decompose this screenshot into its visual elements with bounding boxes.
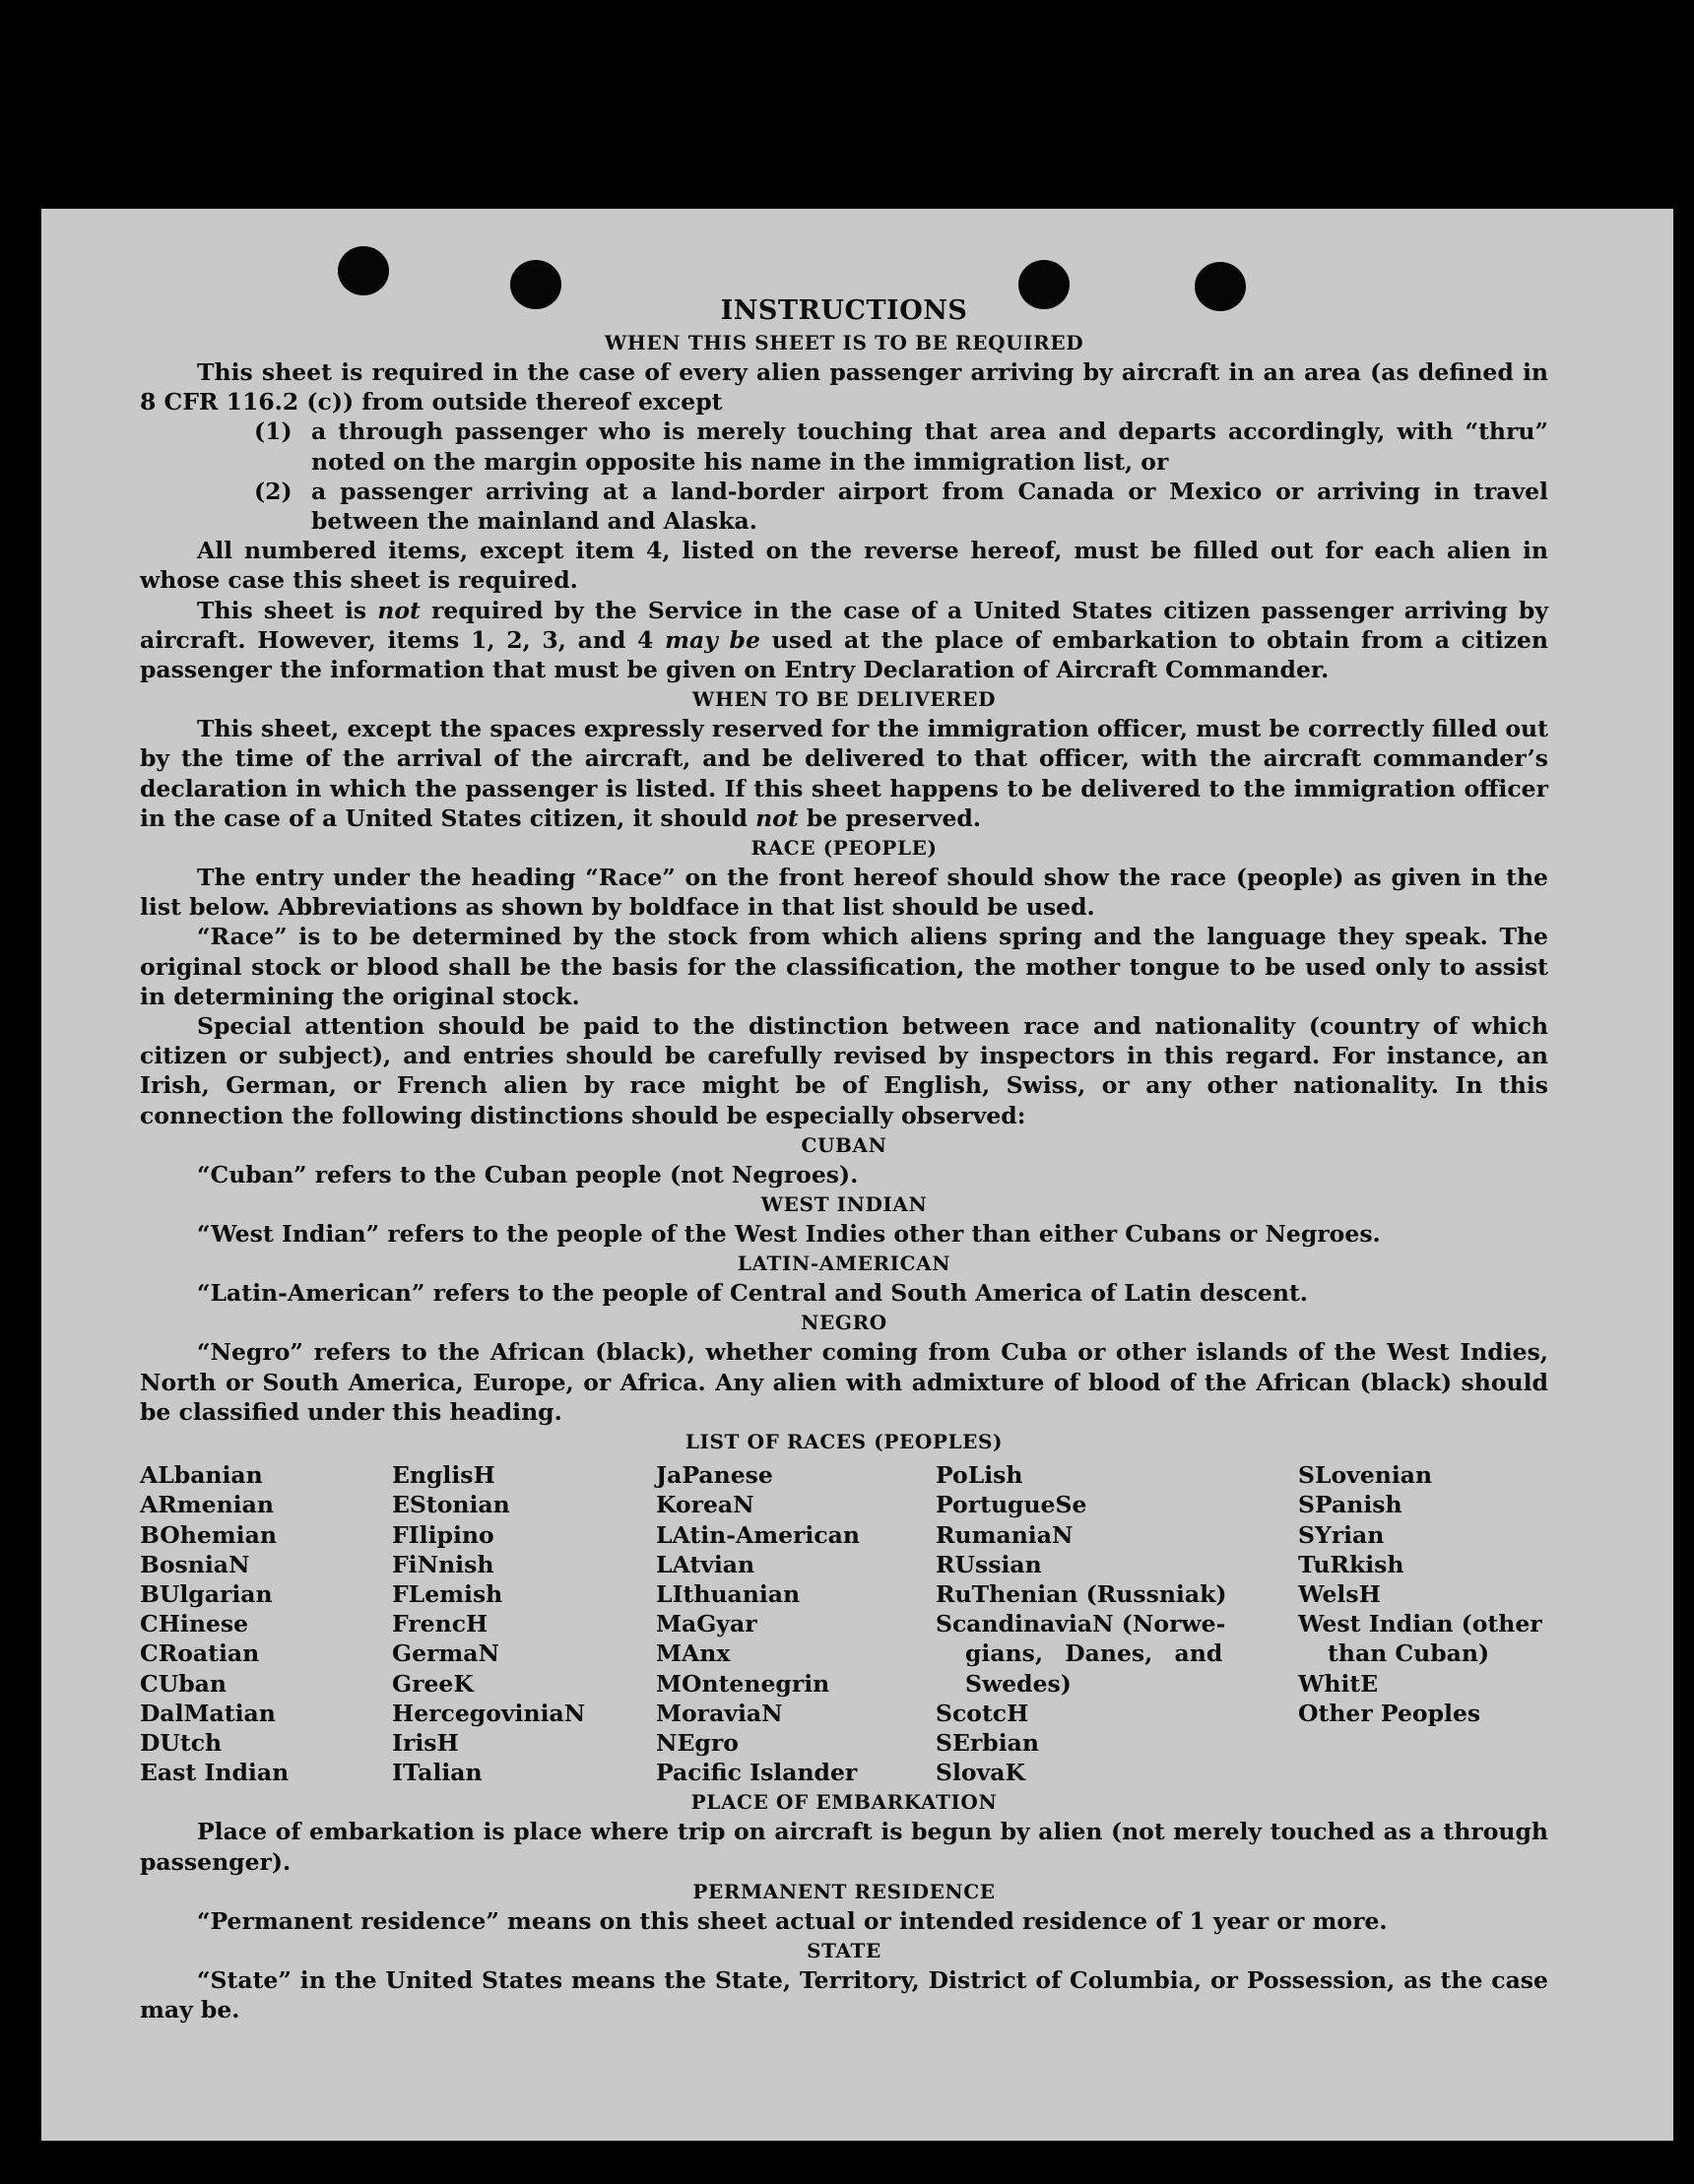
race-item: FrencH: [392, 1610, 489, 1638]
paragraph: Place of embarkation is place where trip on aircraft is begun by alien (not merely touched as a through passenger).: [140, 1818, 1548, 1876]
document-page: [41, 209, 1673, 2141]
race-item: ITalian: [392, 1759, 483, 1787]
race-item: FLemish: [392, 1579, 503, 1608]
race-item: CRoatian: [140, 1639, 260, 1668]
race-item: ScandinaviaN (Norwe-: [936, 1610, 1226, 1638]
race-item: FIlipino: [392, 1520, 494, 1549]
page-title: INSTRUCTIONS: [720, 295, 968, 326]
paragraph: “Negro” refers to the African (black), whether coming from Cuba or other islands of the West Indies, North or South America, Europe, or Africa. Any alien with admixture of blood of the African (black) should be classified under this heading.: [140, 1338, 1548, 1426]
race-item: RumaniaN: [936, 1520, 1074, 1549]
race-item: DalMatian: [140, 1699, 276, 1727]
races-column-3: [656, 1460, 936, 1787]
race-item: BOhemian: [140, 1520, 277, 1549]
race-item: RUssian: [936, 1550, 1042, 1578]
races-column-5: [1298, 1460, 1548, 1787]
paragraph: This sheet is required in the case of every alien passenger arriving by aircraft in an area (as defined in 8 CFR 116.2 (c)) from outside thereof except: [140, 358, 1548, 417]
instructions-content: [140, 294, 1548, 2024]
race-item: GreeK: [392, 1669, 474, 1698]
race-item: WhitE: [1298, 1669, 1379, 1698]
race-item: PoLish: [936, 1461, 1023, 1490]
list-item-text: a passenger arriving at a land-border airport from Canada or Mexico or arriving in travel between the mainland and Alaska.: [311, 477, 1548, 536]
punch-hole: [338, 246, 389, 295]
race-item: RuThenian (Russniak): [936, 1579, 1227, 1608]
race-item: CHinese: [140, 1610, 249, 1638]
race-item: SlovaK: [936, 1759, 1025, 1787]
section-heading-state: STATE: [807, 1938, 881, 1962]
race-item: WelsH: [1298, 1579, 1381, 1608]
race-item: ALbanian: [140, 1461, 263, 1490]
list-item: [254, 477, 1548, 536]
section-heading-embarkation: PLACE OF EMBARKATION: [690, 1790, 998, 1815]
race-item: LAtvian: [656, 1550, 755, 1578]
race-item: GermaN: [392, 1639, 499, 1668]
races-column-2: [392, 1460, 656, 1787]
section-heading-list-of-races: LIST OF RACES (PEOPLES): [684, 1430, 1004, 1454]
paragraph: All numbered items, except item 4, listed on the reverse hereof, must be filled out for each alien in whose case this sheet is required.: [140, 537, 1548, 595]
races-column-4: [936, 1460, 1298, 1787]
race-item: JaPanese: [656, 1461, 773, 1490]
race-item-continued: than Cuban): [1328, 1639, 1490, 1668]
race-item: Pacific Islander: [656, 1759, 858, 1787]
race-item: TuRkish: [1298, 1550, 1404, 1578]
race-item: East Indian: [140, 1759, 290, 1787]
race-item: Other Peoples: [1298, 1699, 1481, 1727]
section-heading-race: RACE (PEOPLE): [750, 836, 938, 861]
race-item-continued: Swedes): [965, 1669, 1072, 1698]
paragraph: The entry under the heading “Race” on the front hereof should show the race (people) as given in the list below. Abbreviations as shown by boldface in that list should be used.: [140, 864, 1548, 922]
race-item: SYrian: [1298, 1520, 1385, 1549]
section-heading-negro: NEGRO: [801, 1311, 887, 1335]
section-heading-latin-american: LATIN-AMERICAN: [737, 1252, 951, 1276]
race-item: SLovenian: [1298, 1461, 1433, 1490]
paragraph: “Latin-American” refers to the people of Central and South America of Latin descent.: [197, 1279, 1308, 1308]
race-item: West Indian (other: [1298, 1610, 1542, 1638]
race-item-continued: gians, Danes, and: [965, 1639, 1223, 1668]
paragraph: “Permanent residence” means on this sheet actual or intended residence of 1 year or more.: [197, 1906, 1388, 1935]
race-item: HercegoviniaN: [392, 1699, 586, 1727]
race-item: EnglisH: [392, 1461, 495, 1490]
race-item: LIthuanian: [656, 1579, 801, 1608]
section-heading-when-delivered: WHEN TO BE DELIVERED: [691, 687, 997, 712]
race-item: FiNnish: [392, 1550, 494, 1578]
section-heading-west-indian: WEST INDIAN: [760, 1192, 928, 1217]
section-heading-cuban: CUBAN: [801, 1132, 887, 1157]
race-item: KoreaN: [656, 1491, 754, 1519]
paragraph: This sheet is not required by the Service in the case of a United States citizen passenger arriving by aircraft. However, items 1, 2, 3, and 4 may be used at the place of embarkation to obtain from a citizen passenger the information that must be given on Entry Declaration of Aircraft Commander.: [140, 596, 1548, 684]
list-item: [254, 417, 1548, 476]
race-item: IrisH: [392, 1728, 459, 1757]
paragraph: Special attention should be paid to the distinction between race and nationality (country of which citizen or subject), and entries should be carefully revised by inspectors in this regard. For instance, an Irish, German, or French alien by race might be of English, Swiss, or any other nationality. In this connection the following distinctions should be especially observed:: [140, 1012, 1548, 1129]
race-item: MOntenegrin: [656, 1669, 830, 1698]
race-item: PortugueSe: [936, 1491, 1087, 1519]
race-item: DUtch: [140, 1728, 223, 1757]
section-heading-permanent-residence: PERMANENT RESIDENCE: [692, 1879, 996, 1903]
race-item: ARmenian: [140, 1491, 274, 1519]
race-item: BosniaN: [140, 1550, 250, 1578]
race-item: MoraviaN: [656, 1699, 783, 1727]
list-item-text: a through passenger who is merely touching that area and departs accordingly, with “thru” noted on the margin opposite his name in the immigration list, or: [311, 418, 1548, 476]
list-item-number: (2): [254, 477, 293, 505]
race-item: EStonian: [392, 1491, 510, 1519]
races-list: [140, 1460, 1548, 1787]
race-item: MAnx: [656, 1639, 731, 1668]
race-item: BUlgarian: [140, 1579, 273, 1608]
race-item: LAtin-American: [656, 1520, 860, 1549]
paragraph: “Cuban” refers to the Cuban people (not Negroes).: [197, 1160, 859, 1188]
race-item: SErbian: [936, 1728, 1039, 1757]
list-item-number: (1): [254, 418, 293, 446]
paragraph: This sheet, except the spaces expressly reserved for the immigration officer, must be correctly filled out by the time of the arrival of the aircraft, and be delivered to that officer, with the aircraft commander’s declaration in which the passenger is listed. If this sheet happens to be delivered to the immigration officer in the case of a United States citizen, it should not be preserved.: [140, 715, 1548, 832]
race-item: ScotcH: [936, 1699, 1029, 1727]
paragraph: “State” in the United States means the State, Territory, District of Columbia, or Possession, as the case may be.: [140, 1965, 1548, 2024]
race-item: CUban: [140, 1669, 227, 1698]
paragraph: “West Indian” refers to the people of the West Indies other than either Cubans or Negroes.: [197, 1220, 1381, 1249]
races-column-1: [140, 1460, 392, 1787]
race-item: MaGyar: [656, 1610, 757, 1638]
race-item: NEgro: [656, 1728, 739, 1757]
race-item: SPanish: [1298, 1491, 1402, 1519]
section-heading-when-required: WHEN THIS SHEET IS TO BE REQUIRED: [604, 331, 1084, 354]
paragraph: “Race” is to be determined by the stock from which aliens spring and the language they speak. The original stock or blood shall be the basis for the classification, the mother tongue to be used only to assist in determining the original stock.: [140, 923, 1548, 1010]
